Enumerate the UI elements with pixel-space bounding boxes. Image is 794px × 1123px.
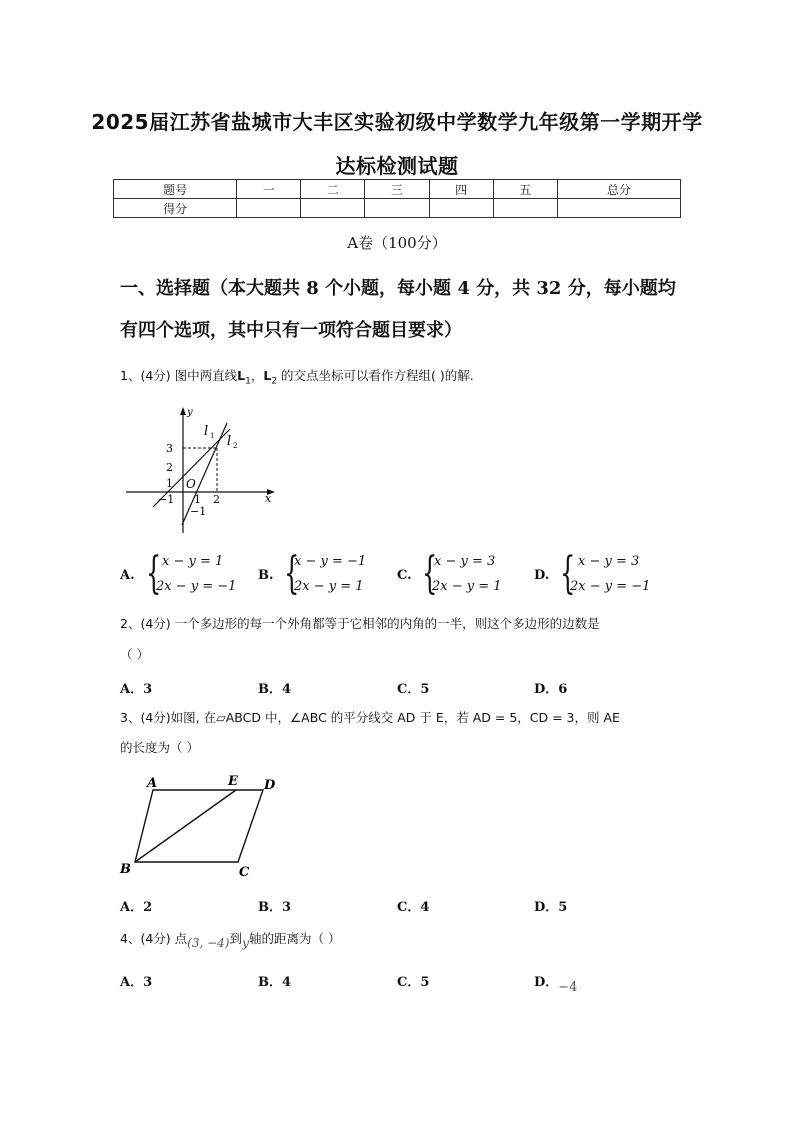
option-letter: D.: [534, 568, 550, 583]
table-cell: 三: [365, 180, 429, 199]
line-l1-label: L: [237, 368, 246, 383]
vertex-c-label: C: [239, 865, 250, 880]
y-tick-3: 3: [166, 442, 173, 455]
option-d-value: −4: [558, 980, 578, 995]
table-cell: 题号: [114, 180, 237, 199]
line-l2-sub: 2: [271, 376, 278, 387]
page-title-line1: 2025届江苏省盐城市大丰区实验初级中学数学九年级第一学期开学: [91, 110, 703, 134]
origin-label: O: [186, 477, 196, 491]
question-4-option-c[interactable]: C．5: [397, 975, 430, 990]
question-3-line1: 3、(4分)如图, 在▱ABCD 中，∠ABC 的平分线交 AD 于 E，若 AD = 5，CD = 3，则 AE: [120, 710, 620, 725]
section-heading-line1: 一、选择题（本大题共 8 个小题，每小题 4 分，共 32 分，每小题均: [120, 278, 676, 299]
separator: ，: [250, 368, 264, 383]
question-4-option-d[interactable]: [534, 971, 578, 995]
section-heading-line2: 有四个选项，其中只有一项符合题目要求）: [120, 320, 462, 341]
question-2-option-d[interactable]: D．6: [534, 682, 568, 697]
question-1-text: [120, 366, 474, 387]
volume-heading: A卷（100分）: [347, 234, 447, 252]
equation-2: 2x − y = −1: [156, 579, 237, 594]
question-4-suffix: 轴的距离为（ ）: [249, 931, 341, 946]
x-tick-neg1: −1: [158, 493, 175, 506]
question-4-mid: 到: [229, 931, 242, 946]
question-1-prefix: 1、(4分) 图中两直线: [120, 368, 238, 383]
score-table-score-row: [114, 199, 681, 218]
y-tick-2: 2: [166, 461, 173, 474]
table-cell: 一: [237, 180, 301, 199]
score-input-cell: [365, 199, 429, 218]
l2-subscript: 2: [233, 442, 238, 450]
y-tick-1: 1: [166, 477, 173, 490]
x-axis-label: x: [265, 492, 272, 505]
question-3-parallelogram-figure: [115, 770, 285, 882]
table-cell: 二: [301, 180, 365, 199]
vertex-d-label: D: [264, 778, 276, 793]
question-1-graph: [120, 405, 280, 535]
score-input-cell: [557, 199, 680, 218]
left-brace-icon: {: [560, 548, 576, 599]
option-letter: A.: [120, 568, 135, 583]
equation-2: 2x − y = −1: [570, 579, 651, 594]
score-table-header-row: [114, 180, 681, 199]
question-1-suffix: 的交点坐标可以看作方程组( )的解.: [277, 368, 474, 383]
equation-1: x − y = 3: [434, 554, 496, 569]
question-2-line1: 2、(4分) 一个多边形的每一个外角都等于它相邻的内角的一半，则这个多边形的边数是: [120, 616, 600, 631]
table-cell: 五: [493, 180, 557, 199]
equation-1: x − y = 3: [578, 554, 640, 569]
equation-2: 2x − y = 1: [294, 579, 364, 594]
point-coordinates: (3, −4): [187, 936, 230, 950]
question-3-line2: 的长度为（ ）: [120, 740, 199, 755]
y-axis-label: y: [187, 407, 193, 418]
question-4-option-a[interactable]: A．3: [120, 975, 153, 990]
x-tick-2: 2: [213, 493, 220, 506]
question-2-line2: （ ）: [120, 647, 149, 662]
table-cell: 总分: [557, 180, 680, 199]
score-input-cell: [493, 199, 557, 218]
left-brace-icon: {: [422, 548, 438, 599]
vertex-b-label: B: [120, 862, 131, 877]
question-2-option-c[interactable]: C．5: [397, 682, 430, 697]
vertex-a-label: A: [147, 776, 158, 791]
l1-label: l: [204, 424, 209, 439]
line-l2-label: L: [263, 368, 272, 383]
line-l1-sub: 1: [245, 376, 251, 387]
point-e-label: E: [228, 774, 238, 789]
question-3-option-b[interactable]: B．3: [258, 900, 292, 915]
y-axis-arrow-icon: [180, 407, 186, 415]
question-3-option-c[interactable]: C．4: [397, 900, 430, 915]
question-2-option-a[interactable]: A．3: [120, 682, 153, 697]
question-4-text: [120, 929, 341, 950]
page-title-line2: 达标检测试题: [335, 154, 459, 178]
equation-2: 2x − y = 1: [432, 579, 502, 594]
x-tick-1: 1: [194, 493, 201, 506]
question-2-option-b[interactable]: B．4: [258, 682, 292, 697]
left-brace-icon: {: [146, 548, 162, 599]
score-input-cell: [237, 199, 301, 218]
score-input-cell: [429, 199, 493, 218]
l2-label: l: [227, 434, 232, 449]
equation-1: x − y = −1: [294, 554, 367, 569]
option-letter: D．: [534, 975, 559, 990]
question-4-prefix: 4、(4分) 点: [120, 931, 188, 946]
table-cell: 得分: [114, 199, 237, 218]
left-brace-icon: {: [284, 548, 300, 599]
option-letter: B.: [258, 568, 274, 583]
question-4-option-b[interactable]: B．4: [258, 975, 292, 990]
question-3-option-d[interactable]: D．5: [534, 900, 568, 915]
y-tick-neg1: −1: [190, 505, 207, 518]
question-3-option-a[interactable]: A．2: [120, 900, 153, 915]
option-letter: C.: [397, 568, 412, 583]
table-cell: 四: [429, 180, 493, 199]
axis-name: y: [241, 935, 250, 950]
l1-subscript: 1: [210, 432, 215, 440]
equation-1: x − y = 1: [162, 554, 224, 569]
parallelogram-abcd: [135, 790, 263, 862]
score-input-cell: [301, 199, 365, 218]
score-table: [113, 179, 681, 218]
